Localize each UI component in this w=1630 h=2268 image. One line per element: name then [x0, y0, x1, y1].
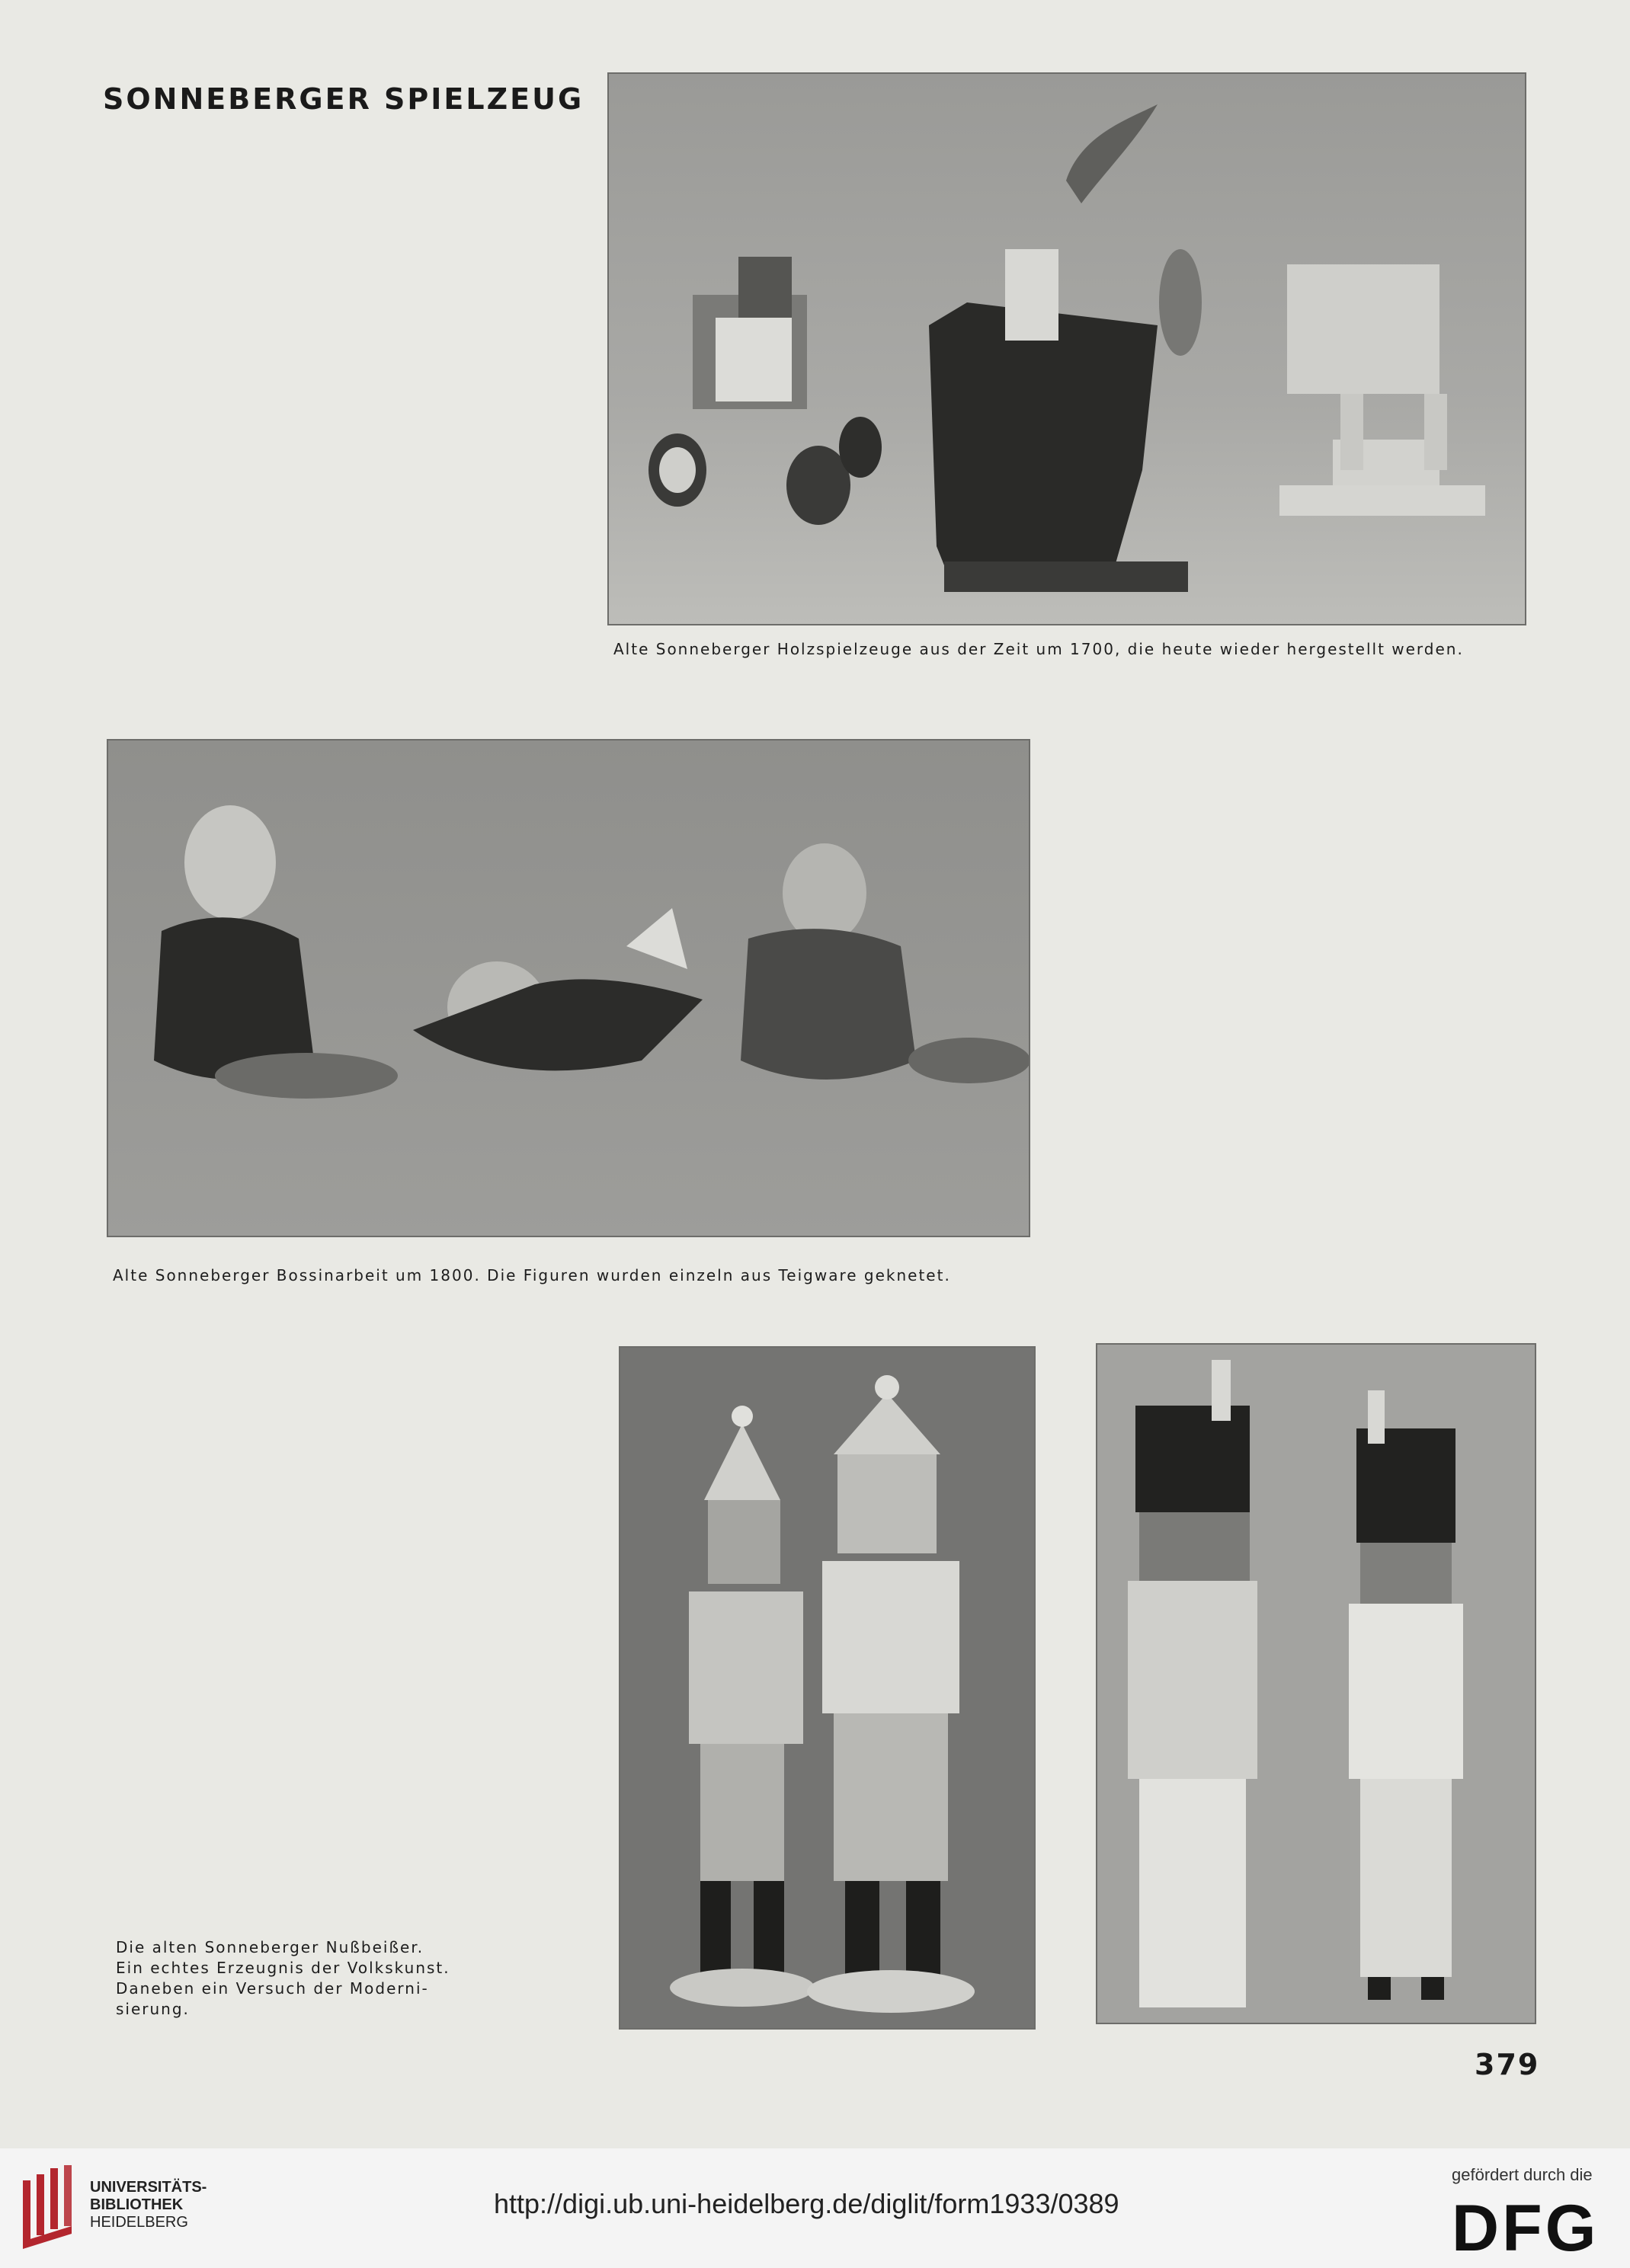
- photo2-caption: Alte Sonneberger Bossinarbeit um 1800. Die Figuren wurden einzeln aus Teigware geknetet.: [113, 1266, 951, 1284]
- library-line2: BIBLIOTHEK: [90, 2196, 184, 2213]
- library-line1: UNIVERSITÄTS-: [90, 2179, 207, 2196]
- digitization-footer: [0, 2148, 1630, 2268]
- dfg-logo-text: DFG: [1452, 2196, 1600, 2257]
- library-line3: HEIDELBERG: [90, 2214, 188, 2231]
- photo34-caption-line3: Daneben ein Versuch der Moderni-: [116, 1979, 429, 1998]
- dfg-logo-icon: [1452, 2196, 1608, 2257]
- sponsor-label: gefördert durch die: [1452, 2165, 1593, 2184]
- photo34-caption: [116, 1937, 474, 2020]
- photo34-caption-line2: Ein echtes Erzeugnis der Volkskunst.: [116, 1959, 450, 1977]
- photo-wooden-toys: [607, 72, 1526, 625]
- university-library-name: [90, 2179, 207, 2231]
- photo1-caption: Alte Sonneberger Holzspielzeuge aus der Zeit um 1700, die heute wieder hergestellt werden.: [613, 640, 1464, 658]
- university-library-logo-icon: [17, 2165, 79, 2249]
- photo34-caption-line4: sierung.: [116, 2000, 190, 2018]
- photo-bossin-figures: [107, 739, 1030, 1237]
- photo34-caption-line1: Die alten Sonneberger Nußbeißer.: [116, 1938, 424, 1956]
- photo-nutcrackers-modern: [1096, 1343, 1536, 2024]
- photo-nutcrackers-traditional: [619, 1346, 1036, 2030]
- page-heading: SONNEBERGER SPIELZEUG: [103, 82, 584, 116]
- page-number: 379: [1475, 2048, 1540, 2081]
- source-url-link[interactable]: http://digi.ub.uni-heidelberg.de/diglit/form1933/0389: [494, 2188, 1119, 2219]
